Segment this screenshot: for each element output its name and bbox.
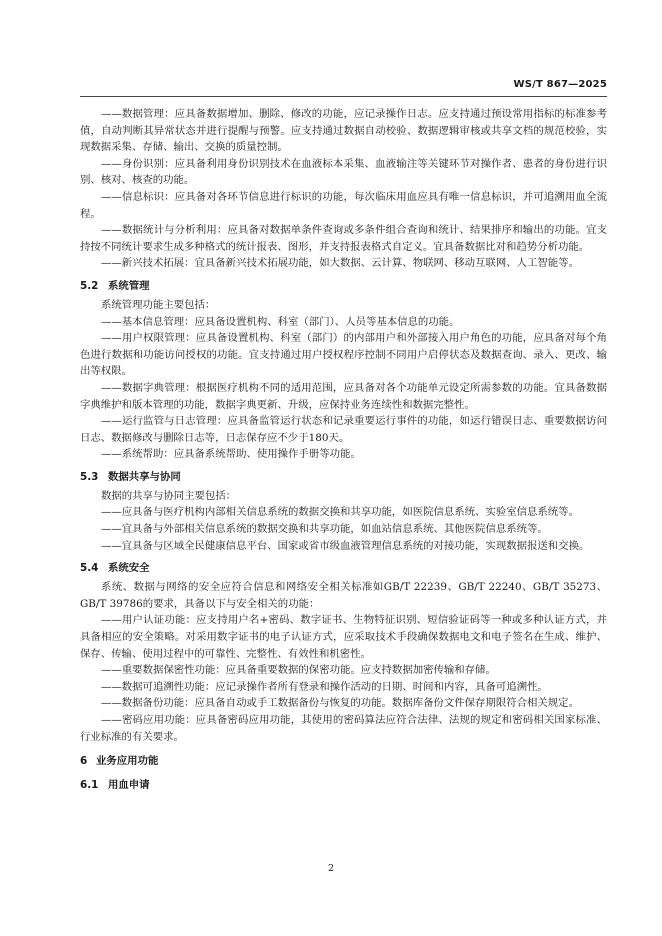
s53-item-regional: ——宜具备与区域全民健康信息平台、国家或省市级血液管理信息系统的对接功能，实现数据报送和交换。 [101, 539, 590, 552]
s54-item-traceability: ——数据可追溯性功能：应记录操作者所有登录和操作活动的日期、时间和内容，具备可追溯性。 [101, 680, 548, 693]
page-body [80, 106, 607, 796]
intro-item-identity: ——身份识别：应具备利用身份识别技术在血液标本采集、血液输注等关键环节对操作者、患者的身份进行识别、核对、核查的功能。 [80, 157, 607, 187]
s52-item-permissions: ——用户权限管理：应具备设置机构、科室（部门）的内部用户和外部接入用户角色的功能，应具备对每个角色进行数据和功能访问授权的功能。宜支持通过用户授权程序控制不同用户启停状态及数据查询、录入、更改、输出等权限。 [80, 332, 607, 378]
s52-item-dictionary: ——数据字典管理：根据医疗机构不同的适用范围，应具备对各个功能单元设定所需参数的功能。宜具备数据字典维护和版本管理的功能，数据字典更新、升级，应保持业务连续性和数据完整性。 [80, 381, 607, 411]
section-title: 系统安全 [108, 562, 150, 575]
s54-item-confidentiality: ——重要数据保密性功能：应具备重要数据的保密功能。应支持数据加密传输和存储。 [101, 664, 496, 677]
intro-item-data-management: ——数据管理：应具备数据增加、删除、修改的功能，应记录操作日志。应支持通过预设常用指标的标准参考值，自动判断其异常状态并进行提醒与预警。应支持通过数据自动校验、数据逻辑审核或共享文档的规范校验，实现数据采集、存储、输出、交换的质量控制。 [80, 108, 607, 154]
section-heading-5-3 [80, 469, 607, 485]
section-heading-6-1 [80, 777, 607, 793]
intro-item-emerging-tech: ——新兴技术拓展：宜具备新兴技术拓展功能，如大数据、云计算、物联网、移动互联网、人工智能等。 [101, 257, 579, 270]
section-heading-6 [80, 753, 607, 769]
section-heading-5-2 [80, 278, 607, 294]
s52-intro: 系统管理功能主要包括： [101, 298, 216, 311]
s53-intro: 数据的共享与协同主要包括： [101, 489, 237, 502]
s52-item-basic-info: ——基本信息管理：应具备设置机构、科室（部门）、人员等基本信息的功能。 [101, 315, 460, 328]
s54-item-crypto: ——密码应用功能：应具备密码应用功能，其使用的密码算法应符合法律、法规的规定和密码相关国家标准、行业标准的有关要求。 [80, 714, 607, 743]
s54-item-auth: ——用户认证功能：应支持用户名+密码、数字证书、生物特征识别、短信验证码等一种或多种认证方式，并具备相应的安全策略。对采用数字证书的电子认证方式，应采取技术手段确保数据电文和电子签名在生成、维护、保存、传输、使用过程中的可靠性、完整性、有效性和机密性。 [80, 614, 607, 660]
section-number: 6.1 [80, 779, 99, 792]
s53-item-external: ——宜具备与外部相关信息系统的数据交换和共享功能，如血站信息系统、其他医院信息系统等。 [101, 523, 548, 536]
section-title: 用血申请 [108, 779, 150, 792]
intro-item-info-label: ——信息标识：应具备对各环节信息进行标识的功能，每次临床用血应具有唯一信息标识，并可追溯用血全流程。 [80, 190, 607, 220]
page-number: 2 [327, 863, 335, 874]
section-number: 5.4 [80, 562, 99, 575]
s52-item-help: ——系统帮助：应具备系统帮助、使用操作手册等功能。 [101, 448, 361, 461]
section-number: 6 [80, 755, 88, 768]
section-title: 业务应用功能 [96, 755, 159, 768]
s53-item-internal: ——应具备与医疗机构内部相关信息系统的数据交换和共享功能，如医院信息系统、实验室信息系统等。 [101, 506, 579, 519]
section-title: 数据共享与协同 [108, 470, 181, 483]
section-title: 系统管理 [108, 279, 150, 292]
s52-item-logging: ——运行监管与日志管理：应具备监管运行状态和记录重要运行事件的功能，如运行错误日志、重要数据访问日志、数据修改与删除日志等，日志保存应不少于180天。 [80, 415, 607, 444]
s54-intro: 系统、数据与网络的安全应符合信息和网络安全相关标准如GB/T 22239、GB/T 22240、GB/T 35273、GB/T 39786的要求，具备以下与安全相关的功能： [80, 581, 607, 610]
intro-item-statistics: ——数据统计与分析利用：应具备对数据单条件查询或多条件组合查询和统计、结果排序和输出的功能。宜支持按不同统计要求生成多种格式的统计报表、图形，并支持报表格式自定义。宜具备数据比对和趋势分析功能。 [80, 224, 607, 253]
section-number: 5.2 [80, 279, 99, 292]
section-number: 5.3 [80, 470, 99, 483]
header-rule [80, 96, 607, 97]
section-heading-5-4 [80, 560, 607, 576]
s54-item-backup: ——数据备份功能：应具备自动或手工数据备份与恢复的功能。数据库备份文件保存期限符合相关规定。 [101, 697, 579, 710]
document-id: WS/T 867—2025 [513, 79, 607, 90]
